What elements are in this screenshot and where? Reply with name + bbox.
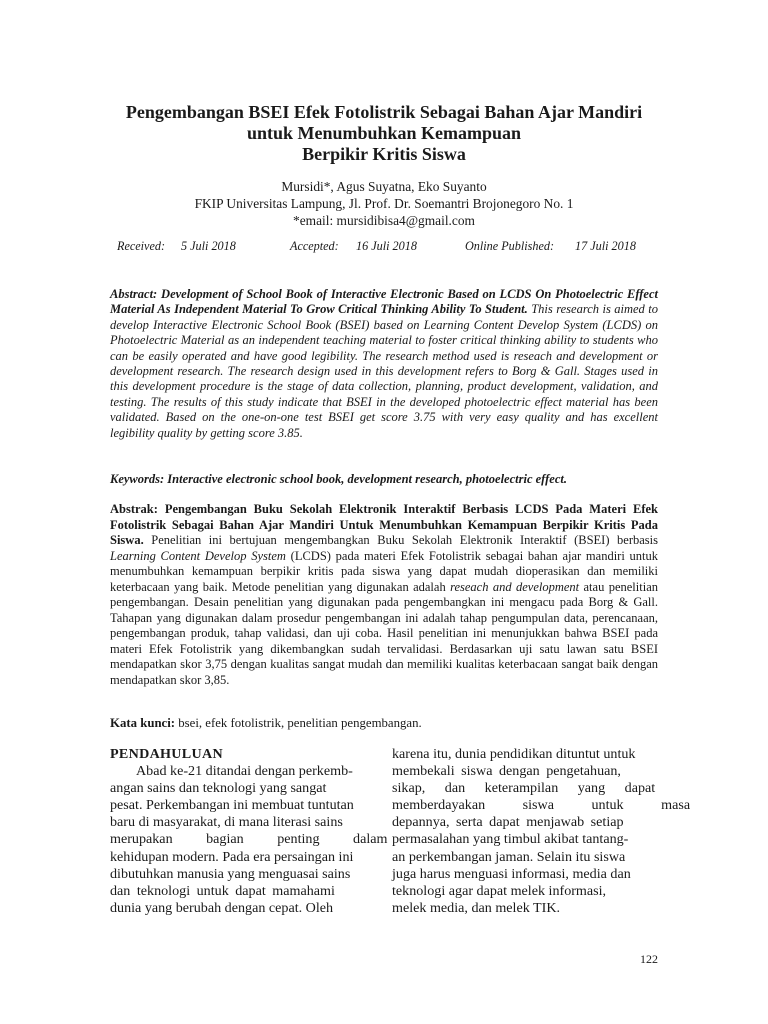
body-line: dan teknologi untuk dapat mamahami — [110, 882, 335, 899]
abstract-heading: Abstract: Development of School Book of Interactive Electronic Based on LCDS On Photoelectric Effect Material As Independent Material To Grow Critical Thinking Ability To Student. — [110, 287, 658, 317]
received-label: Received: — [117, 239, 166, 253]
abstrak-lcds-term: Learning Content Develop System — [110, 548, 286, 563]
author-names: Mursidi*, Agus Suyatna, Eko Suyanto — [281, 179, 487, 194]
body-line: membekali siswa dengan pengetahuan, — [392, 763, 621, 780]
body-column-right — [392, 746, 691, 917]
author-affiliation: FKIP Universitas Lampung, Jl. Prof. Dr. Soemantri Brojonegoro No. 1 — [194, 196, 574, 211]
kata-kunci-value: bsei, efek fotolistrik, penelitian pengembangan. — [175, 716, 422, 730]
body-line: dibutuhkan manusia yang menguasai sains — [110, 865, 351, 882]
body-line: Abad ke-21 ditandai dengan perkemb- — [136, 763, 353, 780]
published-label: Online Published: — [465, 239, 555, 253]
published-date: 17 Juli 2018 — [575, 239, 636, 253]
abstrak-rnd-term: reseach and development — [450, 579, 580, 594]
section-heading-pendahuluan: PENDAHULUAN — [110, 746, 223, 762]
title-line-3: Berpikir Kritis Siswa — [302, 144, 466, 164]
abstrak-heading: Abstrak: Pengembangan Buku Sekolah Elektronik Interaktif Berbasis LCDS Pada Materi Efek Fotolistrik Sebagai Bahan Ajar Mandiri Untuk Menumbuhkan Kemampuan Berpikir Kritis Pada Siswa. — [110, 502, 658, 547]
title-line-1: Pengembangan BSEI Efek Fotolistrik Sebagai Bahan Ajar Mandiri — [125, 102, 643, 122]
body-column-left — [110, 746, 388, 917]
body-line: an perkembangan jaman. Selain itu siswa — [392, 848, 626, 865]
accepted-label: Accepted: — [290, 239, 339, 253]
body-line: teknologi agar dapat melek informasi, — [392, 882, 607, 899]
body-line: melek media, dan melek TIK. — [392, 899, 561, 916]
keywords-indonesian — [110, 716, 658, 731]
abstract-body: This research is aimed to develop Interactive Electronic School Book (BSEI) based on Learning Content Develop System (LCDS) on Photoelectric Material as an independent teaching material to foster critical thinking ability to students who can be easily operated and have good legibility. The research method used is reseach and development or development research. The research design used in this development refers to Borg & Gall. Stages used in this development procedure is the stage of data collection, planning, product development, validation, and testing. The results of this study indicate that BSEI in the developed photoelectric effect material has been validated. Based on the one-on-one test BSEI get score 3.75 with very easy quality and has excellent legibility quality by getting score 3.85. — [110, 302, 658, 440]
abstrak-body-part-3: atau penelitian pengembangan. Desain penelitian yang digunakan pada pengembangkan ini mengacu pada Borg & Gall. Tahapan yang digunakan dalam prosedur pengembangan ini adalah tahap pengumpulan data, perencanaan, pengembangan produk, tahap validasi, dan uji coba. Hasil penelitian ini menunjukkan bahwa BSEI pada materi Efek Fotolistrik yang dikembangkan sudah tervalidasi. Berdasarkan uji satu lawan satu BSEI mendapatkan skor 3,75 dengan kualitas sangat mudah dan memiliki kualitas keterbacaan sangat baik dengan mendapatkan skor 3,85. — [110, 579, 658, 687]
body-line: pesat. Perkembangan ini membuat tuntutan — [110, 797, 354, 814]
received-date: 5 Juli 2018 — [181, 239, 236, 253]
page-number: 122 — [640, 952, 658, 966]
kata-kunci-label: Kata kunci: — [110, 716, 176, 730]
abstrak-body-part-2: (LCDS) pada materi Efek Fotolistrik sebagai bahan ajar mandiri untuk menumbuhkan kemampuan berpikir kritis pada siswa yang dapat mudah dioperasikan dan memiliki keterbacaan yang baik. Metode penelitian yang digunakan adalah — [110, 548, 659, 594]
author-block — [100, 178, 668, 229]
title-line-2: untuk Menumbuhkan Kemampuan — [246, 123, 522, 143]
publication-dates — [0, 239, 768, 255]
body-line: permasalahan yang timbul akibat tantang- — [392, 831, 629, 848]
body-line: angan sains dan teknologi yang sangat — [110, 780, 327, 797]
body-line: memberdayakan siswa untuk masa — [392, 797, 691, 814]
body-line: juga harus menguasi informasi, media dan — [392, 865, 631, 882]
abstrak-body-part-1: Penelitian ini bertujuan mengembangkan Buku Sekolah Elektronik Interaktif (BSEI) berbasis — [143, 533, 658, 547]
paper-title — [100, 102, 668, 165]
abstract-indonesian — [110, 502, 658, 688]
keywords-english: Keywords: Interactive electronic school book, development research, photoelectric effect. — [110, 472, 567, 486]
body-line: sikap, dan keterampilan yang dapat — [392, 780, 656, 797]
body-line: dunia yang berubah dengan cepat. Oleh — [110, 899, 334, 916]
body-line: baru di masyarakat, di mana literasi sains — [110, 814, 343, 831]
author-email: *email: mursidibisa4@gmail.com — [293, 213, 475, 228]
accepted-date: 16 Juli 2018 — [356, 239, 417, 253]
abstract-english — [110, 287, 658, 441]
body-line: kehidupan modern. Pada era persaingan ini — [110, 848, 354, 865]
body-line: depannya, serta dapat menjawab setiap — [392, 814, 624, 831]
body-line: karena itu, dunia pendidikan dituntut untuk — [392, 746, 636, 762]
body-line: merupakan bagian penting dalam — [110, 831, 388, 848]
